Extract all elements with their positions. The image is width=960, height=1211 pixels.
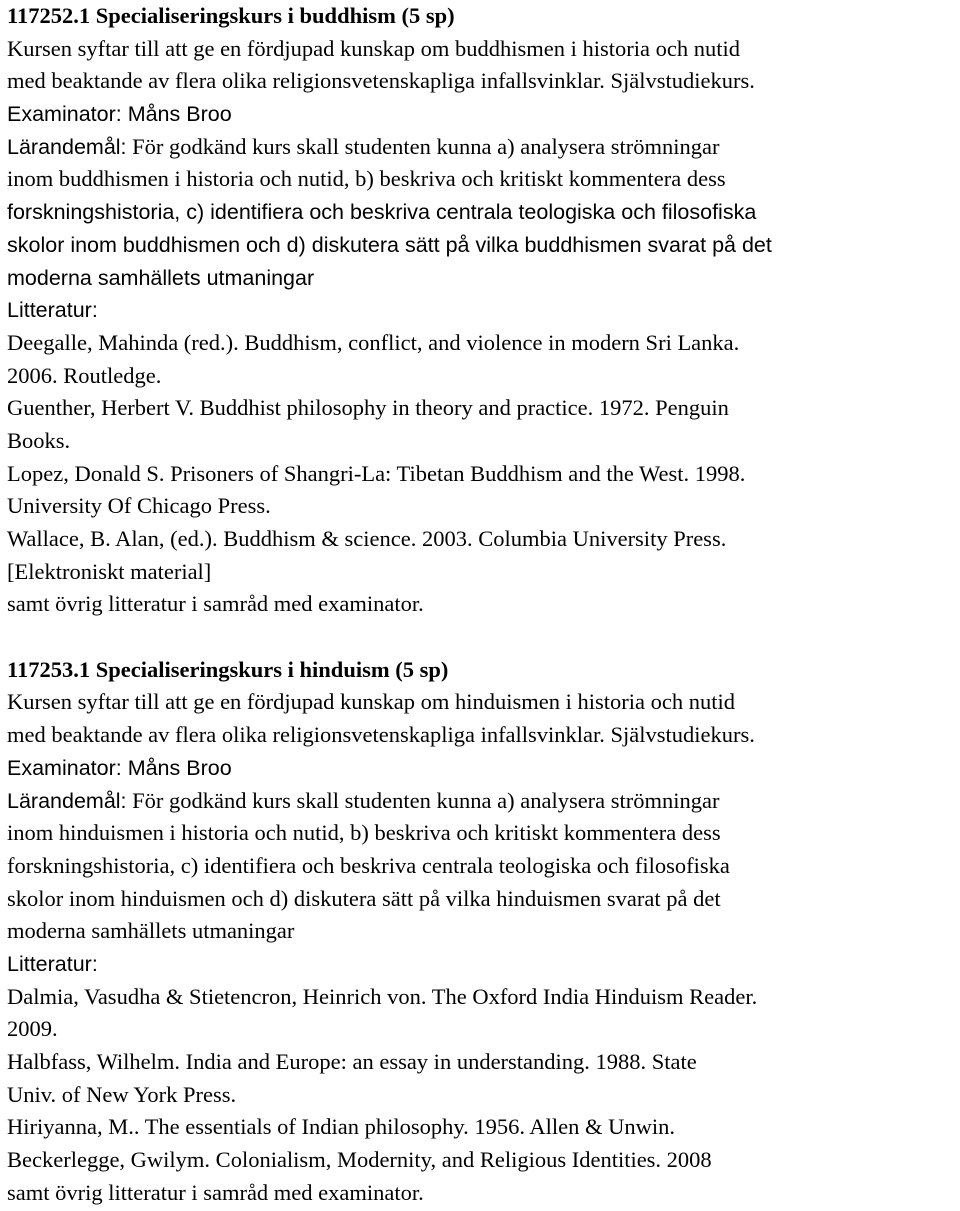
goals-line: forskningshistoria, c) identifiera och beskriva centrala teologiska och filosofiska xyxy=(7,200,757,225)
literature-line: Beckerlegge, Gwilym. Colonialism, Modernity, and Religious Identities. 2008 xyxy=(7,1147,712,1173)
literature-line: [Elektroniskt material] xyxy=(7,558,212,584)
literature-line: Dalmia, Vasudha & Stietencron, Heinrich von. The Oxford India Hinduism Reader. xyxy=(7,983,758,1009)
course-heading: 117253.1 Specialiseringskurs i hinduism (5 sp) xyxy=(7,656,449,682)
literature-line: Wallace, B. Alan, (ed.). Buddhism & science. 2003. Columbia University Press. xyxy=(7,526,727,551)
examinator-line xyxy=(7,98,957,131)
course-heading: 117252.1 Specialiseringskurs i buddhism (5 sp) xyxy=(7,3,455,28)
examinator-label: Examinator: xyxy=(7,755,122,780)
goals-line: inom hinduismen i historia och nutid, b) beskriva och kritiskt kommentera dess xyxy=(7,820,721,846)
literature-label: Litteratur: xyxy=(7,298,98,323)
literature-line: samt övrig litteratur i samråd med examinator. xyxy=(7,591,424,617)
literature-label: Litteratur: xyxy=(7,951,98,976)
literature-line: samt övrig litteratur i samråd med examinator. xyxy=(7,1179,424,1205)
examinator-label: Examinator: xyxy=(7,102,122,127)
course-description-line: med beaktande av flera olika religionsvetenskapliga infallsvinklar. Självstudiekurs. xyxy=(7,722,755,748)
literature-line: University Of Chicago Press. xyxy=(7,493,271,519)
document-page xyxy=(7,0,957,1209)
goals-label: Lärandemål: xyxy=(7,134,127,159)
goals-text: För godkänd kurs skall studenten kunna a) analysera strömningar xyxy=(126,133,720,159)
goals-line xyxy=(7,785,957,818)
goals-line: inom buddhismen i historia och nutid, b) beskriva och kritiskt kommentera dess xyxy=(7,166,726,192)
literature-line: 2009. xyxy=(7,1016,58,1042)
examinator-name: Måns Broo xyxy=(121,755,232,780)
goals-line: skolor inom buddhismen och d) diskutera sätt på vilka buddhismen svarat på det xyxy=(7,232,772,257)
goals-text: För godkänd kurs skall studenten kunna a) analysera strömningar xyxy=(126,787,720,813)
course-description-line: med beaktande av flera olika religionsvetenskapliga infallsvinklar. Självstudiekurs. xyxy=(7,68,755,94)
goals-line: moderna samhällets utmaningar xyxy=(7,918,295,944)
course-description-line: Kursen syftar till att ge en fördjupad kunskap om buddhismen i historia och nutid xyxy=(7,35,740,61)
literature-line: 2006. Routledge. xyxy=(7,362,162,388)
literature-line: Lopez, Donald S. Prisoners of Shangri-La: Tibetan Buddhism and the West. 1998. xyxy=(7,460,746,486)
course-buddhism xyxy=(7,0,957,621)
section-spacer xyxy=(7,621,957,654)
goals-line: forskningshistoria, c) identifiera och beskriva centrala teologiska och filosofiska xyxy=(7,852,730,878)
literature-line: Halbfass, Wilhelm. India and Europe: an essay in understanding. 1988. State xyxy=(7,1049,697,1074)
course-description-line: Kursen syftar till att ge en fördjupad kunskap om hinduismen i historia och nutid xyxy=(7,689,735,715)
literature-line: Deegalle, Mahinda (red.). Buddhism, conflict, and violence in modern Sri Lanka. xyxy=(7,329,740,355)
literature-line: Univ. of New York Press. xyxy=(7,1081,237,1107)
course-hinduism xyxy=(7,654,957,1210)
examinator-line xyxy=(7,752,957,785)
literature-line: Hiriyanna, M.. The essentials of Indian philosophy. 1956. Allen & Unwin. xyxy=(7,1114,676,1140)
goals-line: skolor inom hinduismen och d) diskutera sätt på vilka hinduismen svarat på det xyxy=(7,885,721,911)
goals-line: moderna samhällets utmaningar xyxy=(7,265,315,290)
goals-line xyxy=(7,131,957,164)
literature-line: Books. xyxy=(7,427,71,453)
examinator-name: Måns Broo xyxy=(121,102,232,127)
goals-label: Lärandemål: xyxy=(7,788,127,813)
literature-line: Guenther, Herbert V. Buddhist philosophy in theory and practice. 1972. Penguin xyxy=(7,395,729,421)
